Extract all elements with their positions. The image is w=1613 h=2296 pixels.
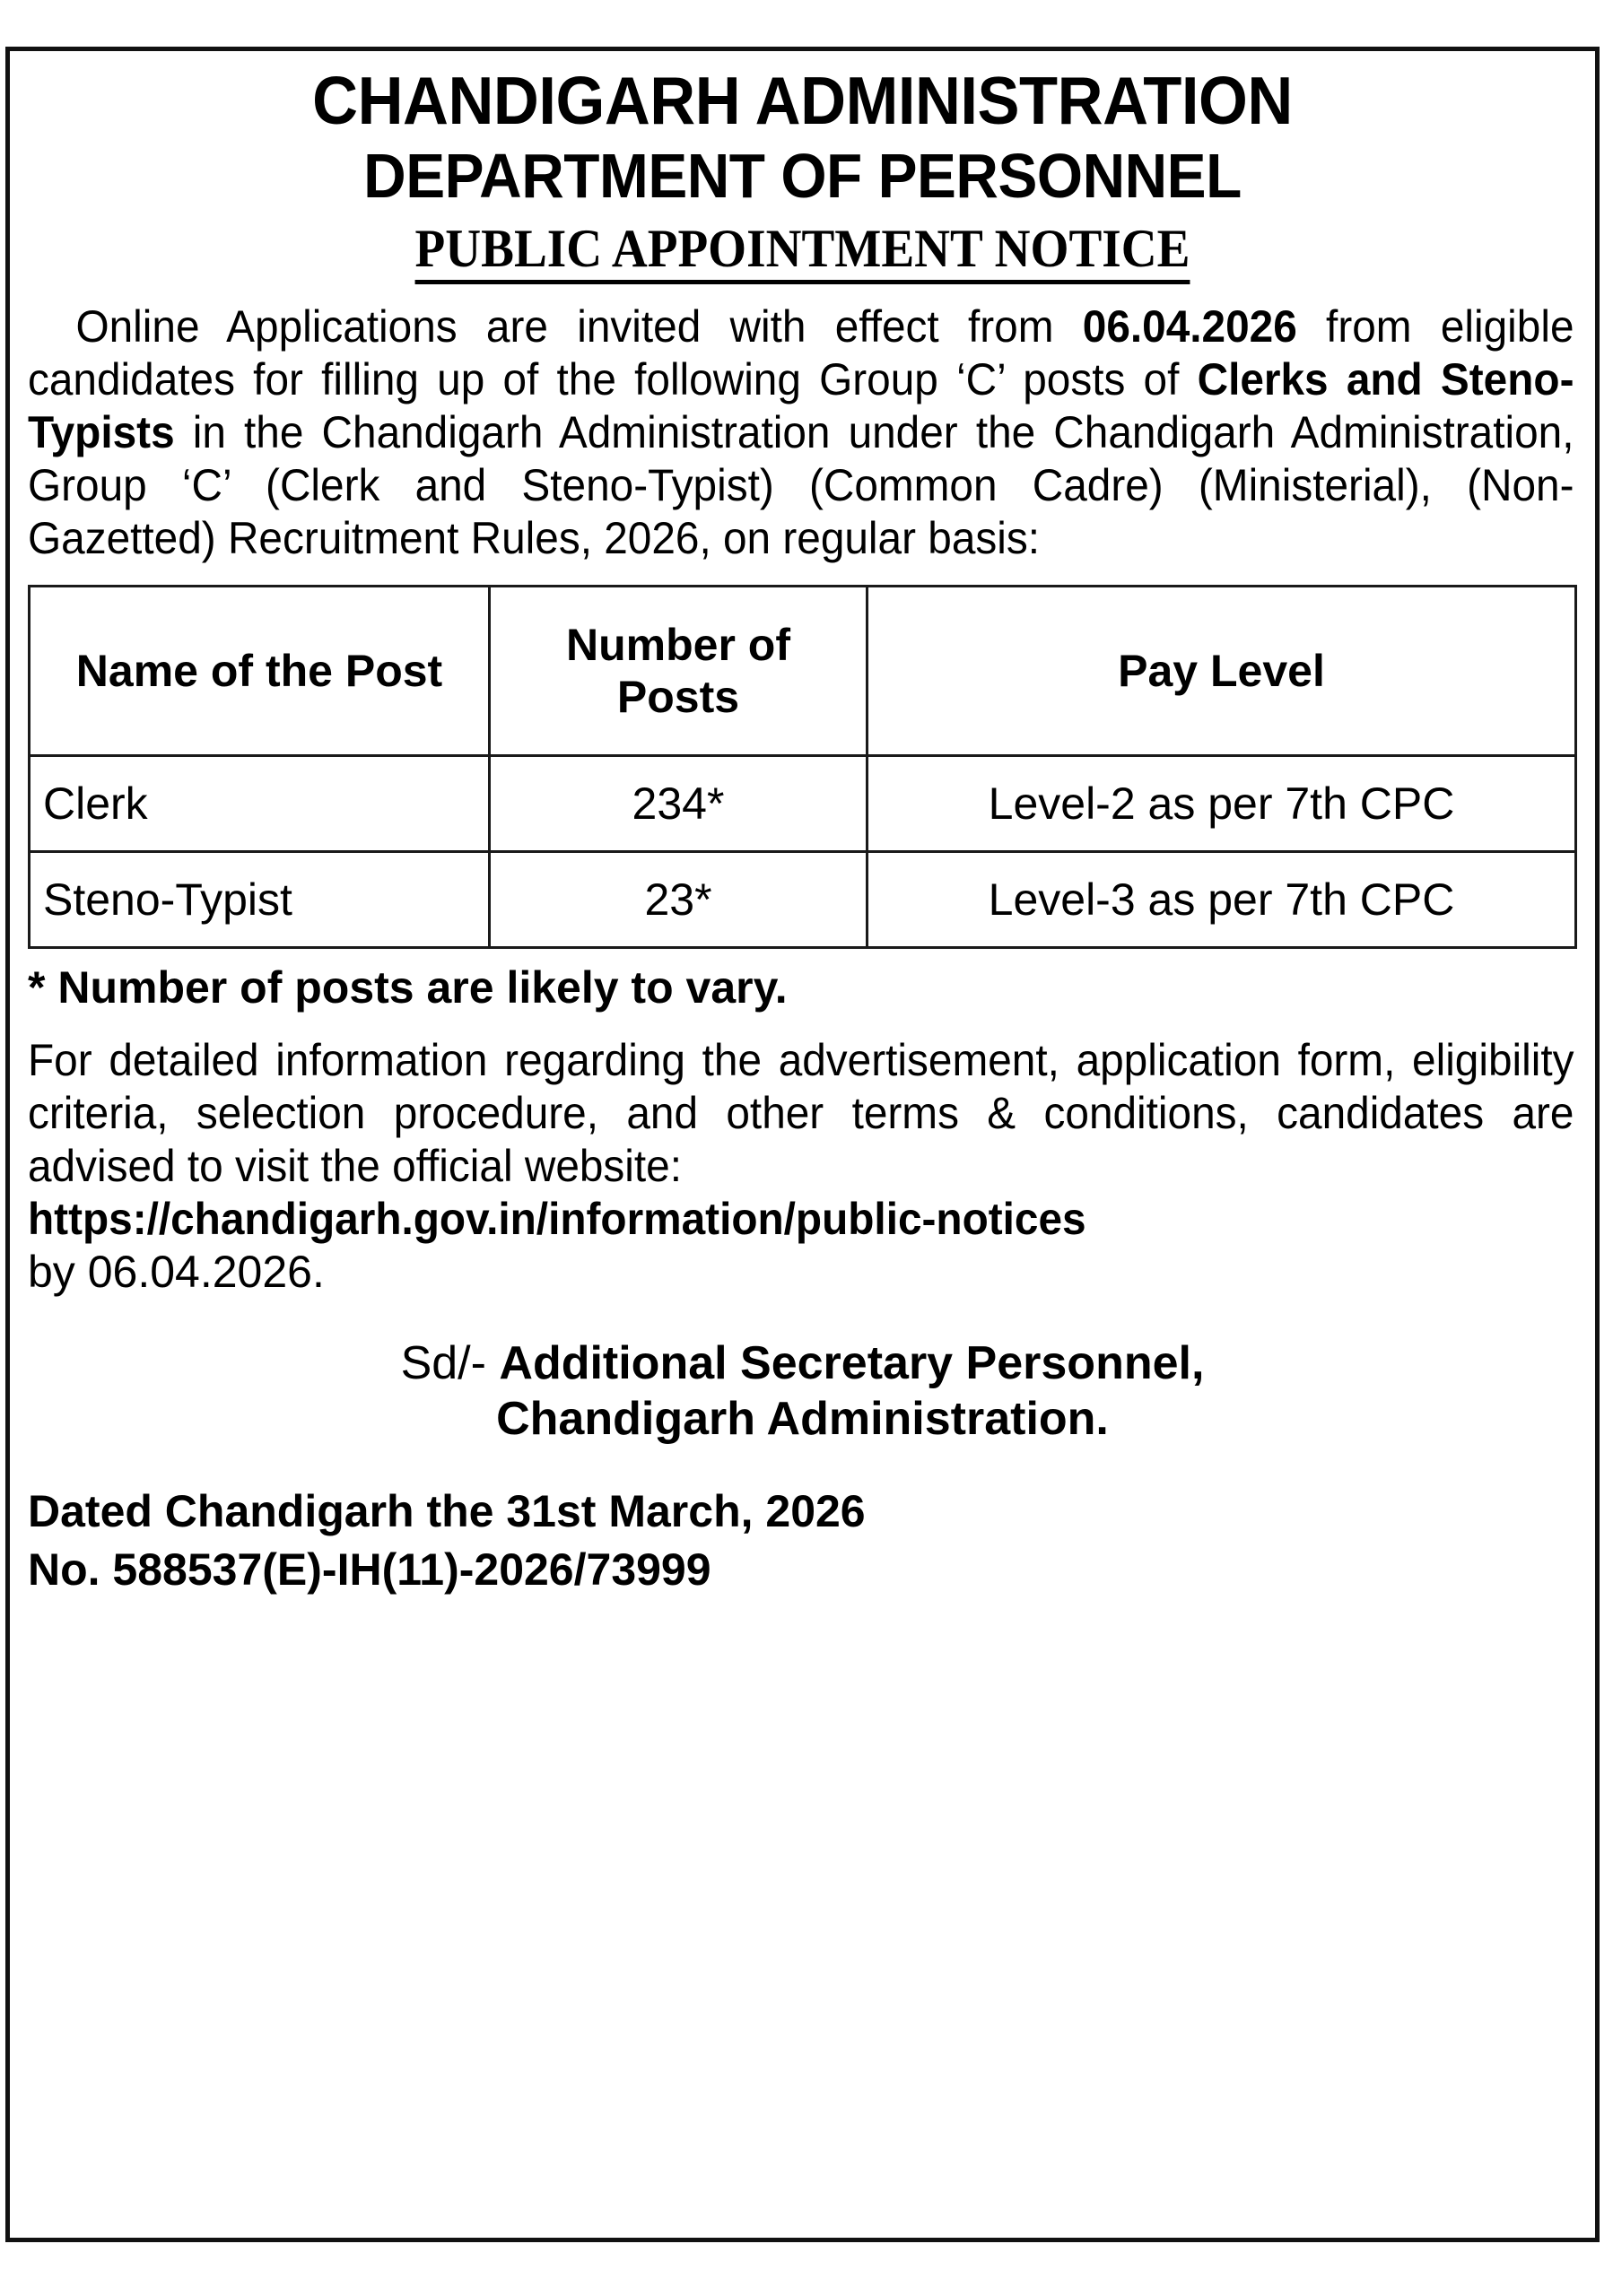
cell-post-count: 234* bbox=[490, 756, 868, 852]
signature-authority: Chandigarh Administration. bbox=[496, 1392, 1109, 1445]
column-header-name-of-post: Name of the Post bbox=[30, 587, 490, 756]
cell-pay-level: Level-3 as per 7th CPC bbox=[868, 852, 1576, 948]
heading-public-appointment-notice bbox=[90, 220, 1515, 278]
posts-table-body bbox=[30, 756, 1576, 948]
posts-vary-footnote: * Number of posts are likely to vary. bbox=[28, 962, 788, 1013]
heading-administration: CHANDIGARH ADMINISTRATION bbox=[312, 63, 1293, 138]
notice-content bbox=[28, 57, 1577, 2238]
column-header-pay-level: Pay Level bbox=[868, 587, 1576, 756]
posts-table bbox=[28, 585, 1577, 949]
reference-number: No. 588537(E)-IH(11)-2026/73999 bbox=[28, 1544, 711, 1596]
table-row bbox=[30, 852, 1576, 948]
intro-paragraph bbox=[28, 300, 1574, 565]
official-website-url[interactable]: https://chandigarh.gov.in/information/public-notices bbox=[28, 1194, 1086, 1245]
signature-block bbox=[28, 1336, 1577, 1447]
application-deadline-line: by 06.04.2026. bbox=[28, 1247, 325, 1298]
signature-sd-prefix: Sd/- bbox=[400, 1337, 500, 1390]
cell-pay-level: Level-2 as per 7th CPC bbox=[868, 756, 1576, 852]
intro-part-3: in the Chandigarh Administration under the Chandigarh Administration, Group ‘C’ (Clerk and Steno-Typist) (Common Cadre) (Ministerial), (Non-Gazetted) Recruitment Rules, 2026, on regular basis: bbox=[28, 407, 1574, 564]
details-paragraph: For detailed information regarding the advertisement, application form, eligibility criteria, selection procedure, and other terms & conditions, candidates are advised to visit the official website: bbox=[28, 1035, 1574, 1192]
intro-part-1: Online Applications are invited with effect from bbox=[75, 301, 1083, 352]
heading-department: DEPARTMENT OF PERSONNEL bbox=[363, 140, 1242, 211]
table-header-row bbox=[30, 587, 1576, 756]
cell-post-name: Clerk bbox=[30, 756, 490, 852]
table-row bbox=[30, 756, 1576, 852]
posts-table-head bbox=[30, 587, 1576, 756]
intro-part-2: from eligible candidates for filling up of the following Group ‘C’ posts of bbox=[28, 301, 1574, 405]
intro-post-names: Clerks and Steno-Typists bbox=[28, 354, 1574, 458]
notice-border-frame bbox=[5, 47, 1600, 2242]
cell-post-count: 23* bbox=[490, 852, 868, 948]
cell-post-name: Steno-Typist bbox=[30, 852, 490, 948]
column-header-number-of-posts: Number of Posts bbox=[490, 587, 868, 756]
signature-designation: Additional Secretary Personnel, bbox=[499, 1337, 1205, 1390]
footer-block bbox=[28, 1483, 1577, 1599]
dated-line: Dated Chandigarh the 31st March, 2026 bbox=[28, 1486, 866, 1537]
signature-designation-line bbox=[28, 1336, 1577, 1391]
heading-underlined-text: PUBLIC APPOINTMENT NOTICE bbox=[415, 219, 1190, 284]
intro-start-date: 06.04.2026 bbox=[1082, 301, 1297, 352]
